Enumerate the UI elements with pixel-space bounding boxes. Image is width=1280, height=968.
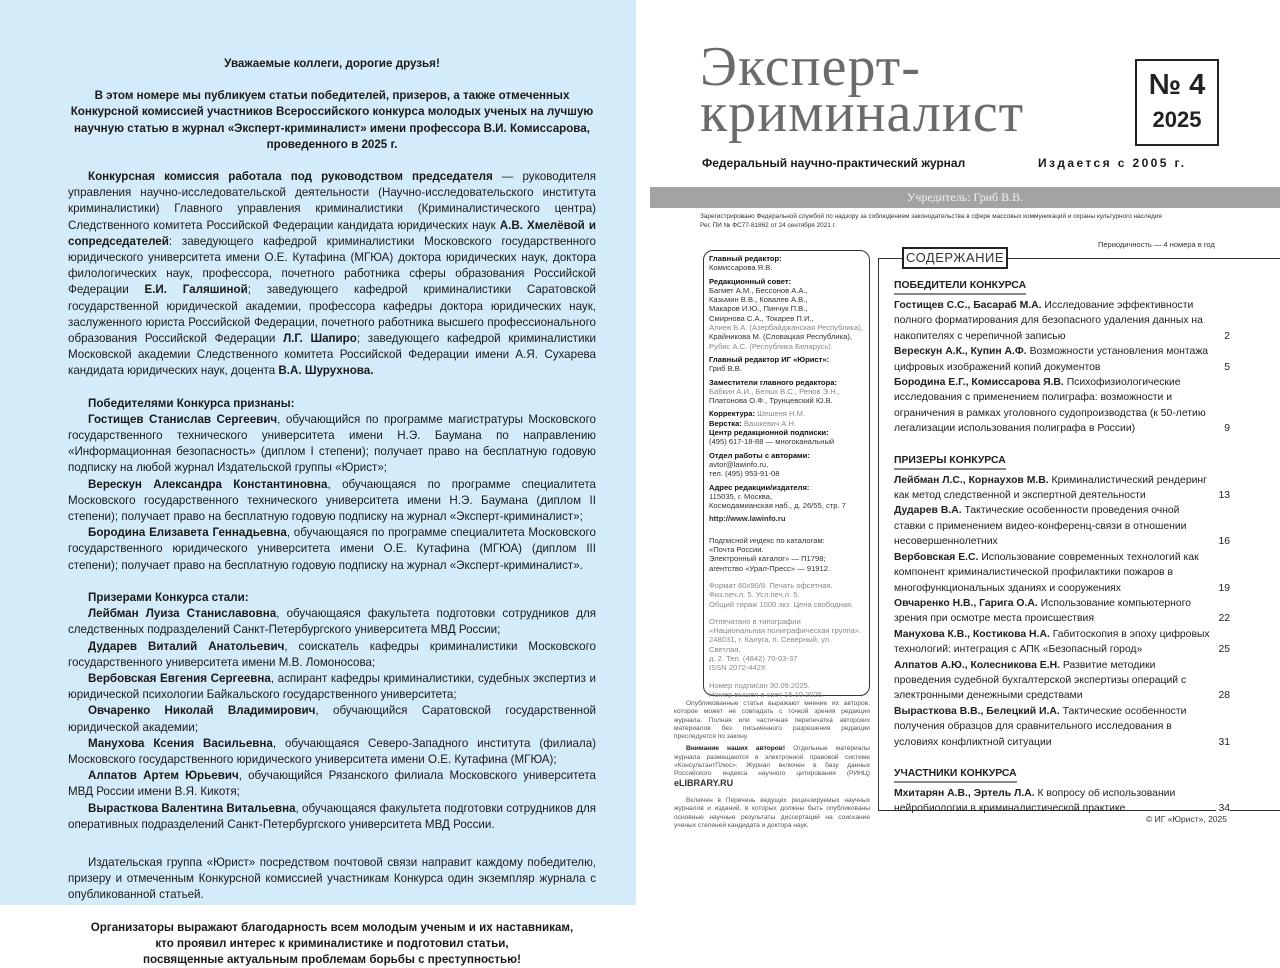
- bold-run: Конкурсная комиссия работала под руководством председателя: [88, 170, 493, 184]
- thanks-line: кто проявил интерес к криминалистике и подготовил статьи,: [155, 936, 509, 950]
- registration-info: [700, 212, 1162, 230]
- issue-number: № 4: [1148, 69, 1206, 101]
- thanks-line: посвященные актуальным проблемам борьбы с преступностью!: [143, 952, 521, 966]
- imprint-line: Формат 60x90/8. Печать офсетная.: [709, 580, 833, 590]
- imprint-block: [709, 378, 864, 406]
- imprint-line: 115035, г. Москва,: [709, 491, 773, 501]
- winners-section: [68, 396, 596, 574]
- journal-title: [700, 36, 1025, 144]
- entry-title: Психофизиологические исследования с применением полиграфа: возможности и ограничения в рамках уголовного судопроизводства (к 50-летию легализации использования полиграфа в России): [894, 377, 1206, 435]
- imprint-block: [709, 514, 864, 523]
- contents-entry[interactable]: [894, 786, 1230, 817]
- contents-entry[interactable]: [894, 658, 1230, 704]
- person-name: Лейбман Луиза Станиславовна: [88, 607, 277, 621]
- registration-line: Рег. ПИ № ФС77-81862 от 24 сентября 2021 г.: [700, 222, 836, 229]
- person-details: , обучающаяся по программе специалитета Московского государственного юридического университета имени О.Е. Кутафина (МГЮА) (диплом III степени); получает право на бесплатную годовую подписку на журнал «Эксперт-криминалист».: [68, 526, 596, 572]
- prizewinner-entry: [68, 671, 596, 703]
- prizewinner-entry: [68, 768, 596, 800]
- contents-entry[interactable]: [894, 298, 1230, 344]
- person-name: Овчаренко Николай Владимирович: [88, 704, 316, 718]
- founder-band: Учредитель: Гриб В.В.: [650, 187, 1280, 208]
- imprint-line: тел. (495) 953-91-08: [709, 469, 780, 479]
- imprint-block: [709, 451, 864, 479]
- imprint-heading: Центр редакционной подписки:: [709, 428, 829, 438]
- contents-heading: СОДЕРЖАНИЕ: [902, 247, 1008, 269]
- person-details: , обучающийся Саратовской государственной юридической академии;: [68, 704, 597, 734]
- imprint-block: [709, 419, 864, 428]
- person-name: Манухова Ксения Васильевна: [88, 736, 273, 750]
- entry-page: 34: [1216, 801, 1230, 816]
- person-details: , обучающаяся факультета подготовки сотрудников для следственных подразделений Санкт-Петербургского университета МВД России;: [68, 607, 597, 637]
- imprint-notes: [674, 700, 870, 834]
- person-name: Дударев Виталий Анатольевич: [88, 639, 285, 653]
- person-details: , обучающаяся факультета подготовки сотрудников для оперативных подразделений Санкт-Петербургского университета МВД России.: [68, 801, 596, 831]
- contents-section: [894, 453, 1230, 750]
- entry-authors: Овчаренко Н.В., Гарига О.А.: [894, 597, 1038, 609]
- imprint-line: Подписной индекс по каталогам:: [709, 535, 825, 545]
- winner-entry: [68, 412, 596, 477]
- imprint-line: Алиев Б.А. (Азербайджанская Республика),: [709, 323, 863, 333]
- contents-entry[interactable]: [894, 550, 1230, 596]
- person-details: , обучающаяся по программе специалитета Московского государственного технического университета имени Н.Э. Баумана (диплом II степени); получает право на бесплатную годовую подписку на журнал «Эксперт-криминалист»;: [68, 477, 596, 524]
- entry-authors: Вербовская Е.С.: [894, 551, 979, 563]
- imprint-line: (495) 617-18-88 — многоканальный: [709, 437, 835, 447]
- imprint-value: Шешеня Н.М.: [755, 409, 806, 419]
- contents-section: [894, 766, 1230, 817]
- imprint-block: [709, 254, 864, 273]
- editorial-letter: [68, 56, 596, 968]
- bold-run: Е.И. Галяшиной: [144, 283, 248, 297]
- imprint-line: 248031, г. Калуга, п. Северный, ул. Светлая,: [709, 635, 832, 654]
- entry-authors: Вырасткова В.В., Белецкий И.А.: [894, 705, 1060, 717]
- imprint-line: Платонова О.Ф., Трунцевский Ю.В.: [709, 396, 833, 406]
- text-run: ; заведующего кафедрой криминалистики Московской академии Следственного комитета Российской Федерации имени А.Я. Сухарева кандидата юридических наук, доцента: [68, 332, 596, 378]
- entry-authors: Гостищев С.С., Басараб М.А.: [894, 300, 1042, 311]
- imprint-line: Номер подписан 30.09.2025.: [709, 680, 810, 690]
- entry-title: Исследование эффективности полного форматирования для безопасного удаления данных на накопителях с черепичной записью: [894, 300, 1203, 342]
- imprint-line: ISSN 2072-442X: [709, 663, 766, 673]
- entry-authors: Бородина Е.Г., Комиссарова Я.В.: [894, 377, 1064, 389]
- imprint-line: Общий тираж 1000 экз. Цена свободная.: [709, 599, 854, 609]
- authors-note-title: Внимание наших авторов!: [686, 745, 786, 753]
- imprint-block: [709, 483, 864, 511]
- imprint-block: [709, 409, 864, 418]
- imprint-heading: Заместители главного редактора:: [709, 377, 837, 387]
- entry-title: Использование современных технологий как компонент криминалистической профилактики пожаров в многофункциональных зданиях и сооружениях: [894, 551, 1199, 594]
- closing-paragraph: Издательская группа «Юрист» посредством почтовой связи направит каждому победителю, призеру и отмеченным Конкурсной комиссией участникам Конкурса один экземпляр журнала с опубликованной статьей.: [68, 855, 596, 902]
- prizewinner-entry: [68, 639, 596, 671]
- entry-page: 31: [1216, 735, 1230, 750]
- person-name: Алпатов Артем Юрьевич: [88, 769, 239, 783]
- prizewinners-section: [68, 590, 596, 833]
- contents-entry[interactable]: [894, 503, 1230, 549]
- entry-page: 5: [1222, 360, 1230, 375]
- prizewinner-entry: [68, 703, 596, 735]
- imprint-block: [709, 681, 864, 700]
- text-run: : заведующего кафедрой криминалистики Московского государственного юридического университета имени О.Е. Кутафина (МГЮА) доктора юридических наук, доктора филологических наук, профессора, почетного работника сферы образования Российской Федерации: [68, 234, 596, 297]
- registration-line: Зарегистрировано Федеральной службой по надзору за соблюдением законодательства в сфере массовых коммуникаций и охраны культурного наследия: [700, 213, 1162, 220]
- prizewinner-entry: [68, 801, 596, 833]
- person-name: Бородина Елизавета Геннадьевна: [88, 526, 287, 540]
- greeting: Уважаемые коллеги, дорогие друзья!: [224, 57, 440, 70]
- issue-year: 2025: [1152, 107, 1202, 132]
- person-details: , соискатель кафедры криминалистики Московского государственного университета имени М.В. Ломоносова;: [68, 639, 596, 669]
- imprint-line: Отпечатано в типографии: [709, 616, 801, 626]
- text-run: — руководителя управления научно-исследовательской деятельности (Научно-исследовательского института криминалистики) Главного управления криминалистики (Криминалистического центра) Следственного комитета Российской Федерации кандидата юридических наук: [68, 170, 596, 232]
- copyright: © ИГ «Юрист», 2025: [1146, 814, 1227, 824]
- bold-run: В.А. Шурухнова.: [278, 364, 374, 378]
- imprint-line: Гриб В.В.: [709, 364, 742, 374]
- section-heading: ПОБЕДИТЕЛИ КОНКУРСА: [894, 279, 1026, 295]
- imprint-line: Багмет А.М., Бессонов А.А.,: [709, 285, 808, 295]
- entry-page: 2: [1222, 329, 1230, 344]
- person-name: Гостищев Станислав Сергеевич: [88, 412, 278, 426]
- imprint-line: Макаров И.Ю., Пинчук П.В.,: [709, 304, 808, 314]
- vak-note: Включен в Перечень ведущих рецензируемых научных журналов и изданий, в которых должны быть опубликованы основные научные результаты диссертаций на соискание ученых степеней кандидата и доктора наук.: [674, 796, 870, 829]
- entry-authors: Дударев В.А.: [894, 505, 962, 517]
- entry-title: Тактические особенности получения образцов для сравнительного исследования в условиях конфликтной ситуации: [894, 705, 1187, 748]
- imprint-line: «Национальная полиграфическая группа».: [709, 626, 862, 636]
- contents-list: [894, 278, 1230, 829]
- section-heading: ПРИЗЕРЫ КОНКУРСА: [894, 454, 1006, 470]
- thanks-note: [68, 920, 596, 968]
- imprint-line: Космодамианская наб., д. 26/55, стр. 7: [709, 501, 846, 511]
- entry-authors: Алпатов А.Ю., Колесникова Е.Н.: [894, 659, 1061, 671]
- journal-title-line: криминалист: [700, 82, 1025, 144]
- elibrary-logo: eLIBRARY.RU: [674, 777, 734, 788]
- person-details: , обучающаяся Северо-Западного института (филиала) Московского государственного юридического университета имени О.Е. Кутафина (МГЮА);: [68, 736, 596, 766]
- imprint-line: д. 2. Тел. (4842) 70-03-37: [709, 653, 798, 663]
- entry-authors: Манухова К.В., Костикова Н.А.: [894, 628, 1050, 640]
- left-page: [0, 0, 636, 966]
- imprint-line: Бабкин А.И., Белых В.С., Ренов Э.Н.,: [709, 386, 840, 396]
- periodicity: Периодичность — 4 номера в год: [1098, 240, 1215, 249]
- contents-entry[interactable]: [894, 375, 1230, 437]
- imprint-line: Комиссарова Я.В.: [709, 263, 773, 273]
- person-name: Вербовская Евгения Сергеевна: [88, 671, 271, 685]
- entry-title: Габитоскопия в эпоху цифровых технологий: интеграция с АПК «Безопасный город»: [894, 628, 1210, 656]
- imprint-line: Рубис А.С. (Республика Беларусь).: [709, 341, 833, 351]
- imprint-heading: Главный редактор:: [709, 254, 782, 263]
- imprint-line: Смирнова С.А., Токарев П.И.,: [709, 313, 814, 323]
- imprint-line: Физ.печ.л. 5. Усл.печ.л. 5.: [709, 590, 800, 600]
- contents-entry[interactable]: [894, 627, 1230, 658]
- imprint-block: [709, 536, 864, 573]
- imprint-heading: Редакционный совет:: [709, 276, 792, 286]
- imprint-heading: Отдел работы с авторами:: [709, 450, 810, 460]
- entry-title: К вопросу об использовании нейробиологии в криминалистической практике: [894, 787, 1176, 815]
- contents-entry[interactable]: [894, 473, 1230, 504]
- entry-authors: Верескун А.К., Купин А.Ф.: [894, 346, 1027, 358]
- imprint-heading: Корректура:: [709, 409, 755, 419]
- person-name: Верескун Александра Константиновна: [88, 477, 328, 491]
- entry-page: 28: [1216, 688, 1230, 703]
- entry-page: 13: [1216, 488, 1230, 503]
- imprint-line: avtor@lawinfo.ru,: [709, 459, 769, 469]
- winner-entry: [68, 477, 596, 526]
- imprint-line: Казьмин В.В., Ковалев А.В.,: [709, 295, 808, 305]
- entry-authors: Мхитарян А.В., Эртель Л.А.: [894, 787, 1035, 799]
- contents-section: [894, 278, 1230, 437]
- issue-box: [1135, 59, 1219, 146]
- imprint-box: [703, 250, 870, 699]
- entry-title: Развитие методики проведения судебной бухгалтерской экспертизы операций с электронными денежными средствами: [894, 659, 1187, 702]
- prizewinner-entry: [68, 606, 596, 638]
- prizewinner-entry: [68, 736, 596, 768]
- entry-page: 22: [1216, 611, 1230, 626]
- right-page: [636, 0, 1280, 905]
- entry-title: Тактические особенности проведения очной ставки с применением видео-конференц-связи в отношении несовершеннолетних: [894, 505, 1187, 548]
- imprint-line: «Почта России.: [709, 545, 764, 555]
- winner-entry: [68, 525, 596, 574]
- entry-title: Возможности установления монтажа цифровых изображений копий документов: [894, 346, 1209, 373]
- person-details: , аспирант кафедры криминалистики, судебных экспертиз и юридической психологии Байкальского государственного университета;: [68, 671, 596, 702]
- imprint-block: [709, 277, 864, 351]
- imprint-block: [709, 428, 864, 447]
- entry-page: 19: [1216, 581, 1230, 596]
- entry-page: 25: [1216, 642, 1230, 657]
- imprint-line: Крайникова М. (Словацкая Республика),: [709, 332, 852, 342]
- intro-paragraph: В этом номере мы публикуем статьи победителей, призеров, а также отмеченных Конкурсной комиссией участников Всероссийского конкурса молодых ученых на лучшую научную статью в журнал «Эксперт-криминалист» имени профессора В.И. Комиссарова, проведенного в 2025 г.: [70, 89, 594, 151]
- thanks-line: Организаторы выражают благодарность всем молодым ученым и их наставникам,: [90, 920, 574, 934]
- authors-note: [674, 745, 870, 788]
- imprint-heading: Главный редактор ИГ «Юрист»:: [709, 354, 830, 364]
- contents-entry[interactable]: [894, 596, 1230, 627]
- entry-title: Криминалистический рендеринг как метод следственной и экспертной деятельности: [894, 474, 1207, 502]
- journal-title-line: Эксперт-: [700, 36, 921, 98]
- contents-entry[interactable]: [894, 704, 1230, 750]
- website-link[interactable]: http://www.lawinfo.ru: [709, 514, 786, 524]
- authors-note-text: Отдельные материалы журнала размещаются в электронной правовой системе «КонсультантПлюс». Журнал включен в базу данных Российского индекса научного цитирования (РИНЦ): [674, 745, 870, 778]
- text-run: ; заведующего кафедрой криминалистики Саратовской государственной юридической академии, профессора кафедры доктора юридических наук, заслуженного юриста Российской Федерации, почетного работника высшего профессионального образования Российской Федерации: [68, 283, 596, 346]
- bold-run: Л.Г. Шапиро: [283, 332, 357, 346]
- winners-heading: Победителями Конкурса признаны:: [88, 396, 295, 410]
- entry-page: 9: [1222, 421, 1230, 436]
- entry-page: 16: [1216, 534, 1230, 549]
- imprint-block: [709, 355, 864, 374]
- journal-subtitle: Федеральный научно-практический журнал: [702, 156, 966, 170]
- prizewinners-heading: Призерами Конкурса стали:: [88, 590, 249, 604]
- imprint-block: [709, 617, 864, 673]
- bold-run: А.В. Хмелёвой и сопредседателей: [68, 218, 596, 248]
- disclaimer-note: Опубликованные статьи выражают мнение их авторов, которое может не совпадать с точкой зрения редакции журнала. Полная или частичная перепечатка авторских материалов без письменного разрешения редакции преследуется по закону.: [674, 700, 870, 741]
- imprint-heading: Верстка:: [709, 418, 742, 428]
- imprint-line: Электронный каталог» — П1798;: [709, 554, 826, 564]
- person-name: Вырасткова Валентина Витальевна: [88, 801, 296, 815]
- section-heading: УЧАСТНИКИ КОНКУРСА: [894, 767, 1017, 783]
- imprint-heading: Адрес редакции/издателя:: [709, 482, 810, 492]
- entry-title: Использование компьютерного зрения при осмотре места происшествия: [894, 597, 1192, 625]
- contents-entry[interactable]: [894, 344, 1230, 375]
- imprint-line: агентство «Урал-Пресс» — 91912.: [709, 563, 831, 573]
- person-details: , обучающийся по программе магистратуры Московского государственного технического университета имени Н.Э. Баумана по направлению «Информационная безопасность» (диплом I степени); получает право на бесплатную годовую подписку на любой журнал Издательской группы «Юрист»;: [68, 412, 596, 475]
- entry-authors: Лейбман Л.С., Корнаухов М.В.: [894, 474, 1049, 486]
- published-since: Издается с 2005 г.: [1038, 156, 1187, 170]
- imprint-block: [709, 581, 864, 609]
- person-details: , обучающийся Рязанского филиала Московского университета МВД России имени В.Я. Кикотя;: [68, 769, 596, 799]
- imprint-value: Вашкевич А.Н.: [741, 418, 797, 428]
- imprint-line: Номер вышел в свет 16.10.2025.: [709, 689, 825, 699]
- commission-paragraph: [68, 169, 596, 380]
